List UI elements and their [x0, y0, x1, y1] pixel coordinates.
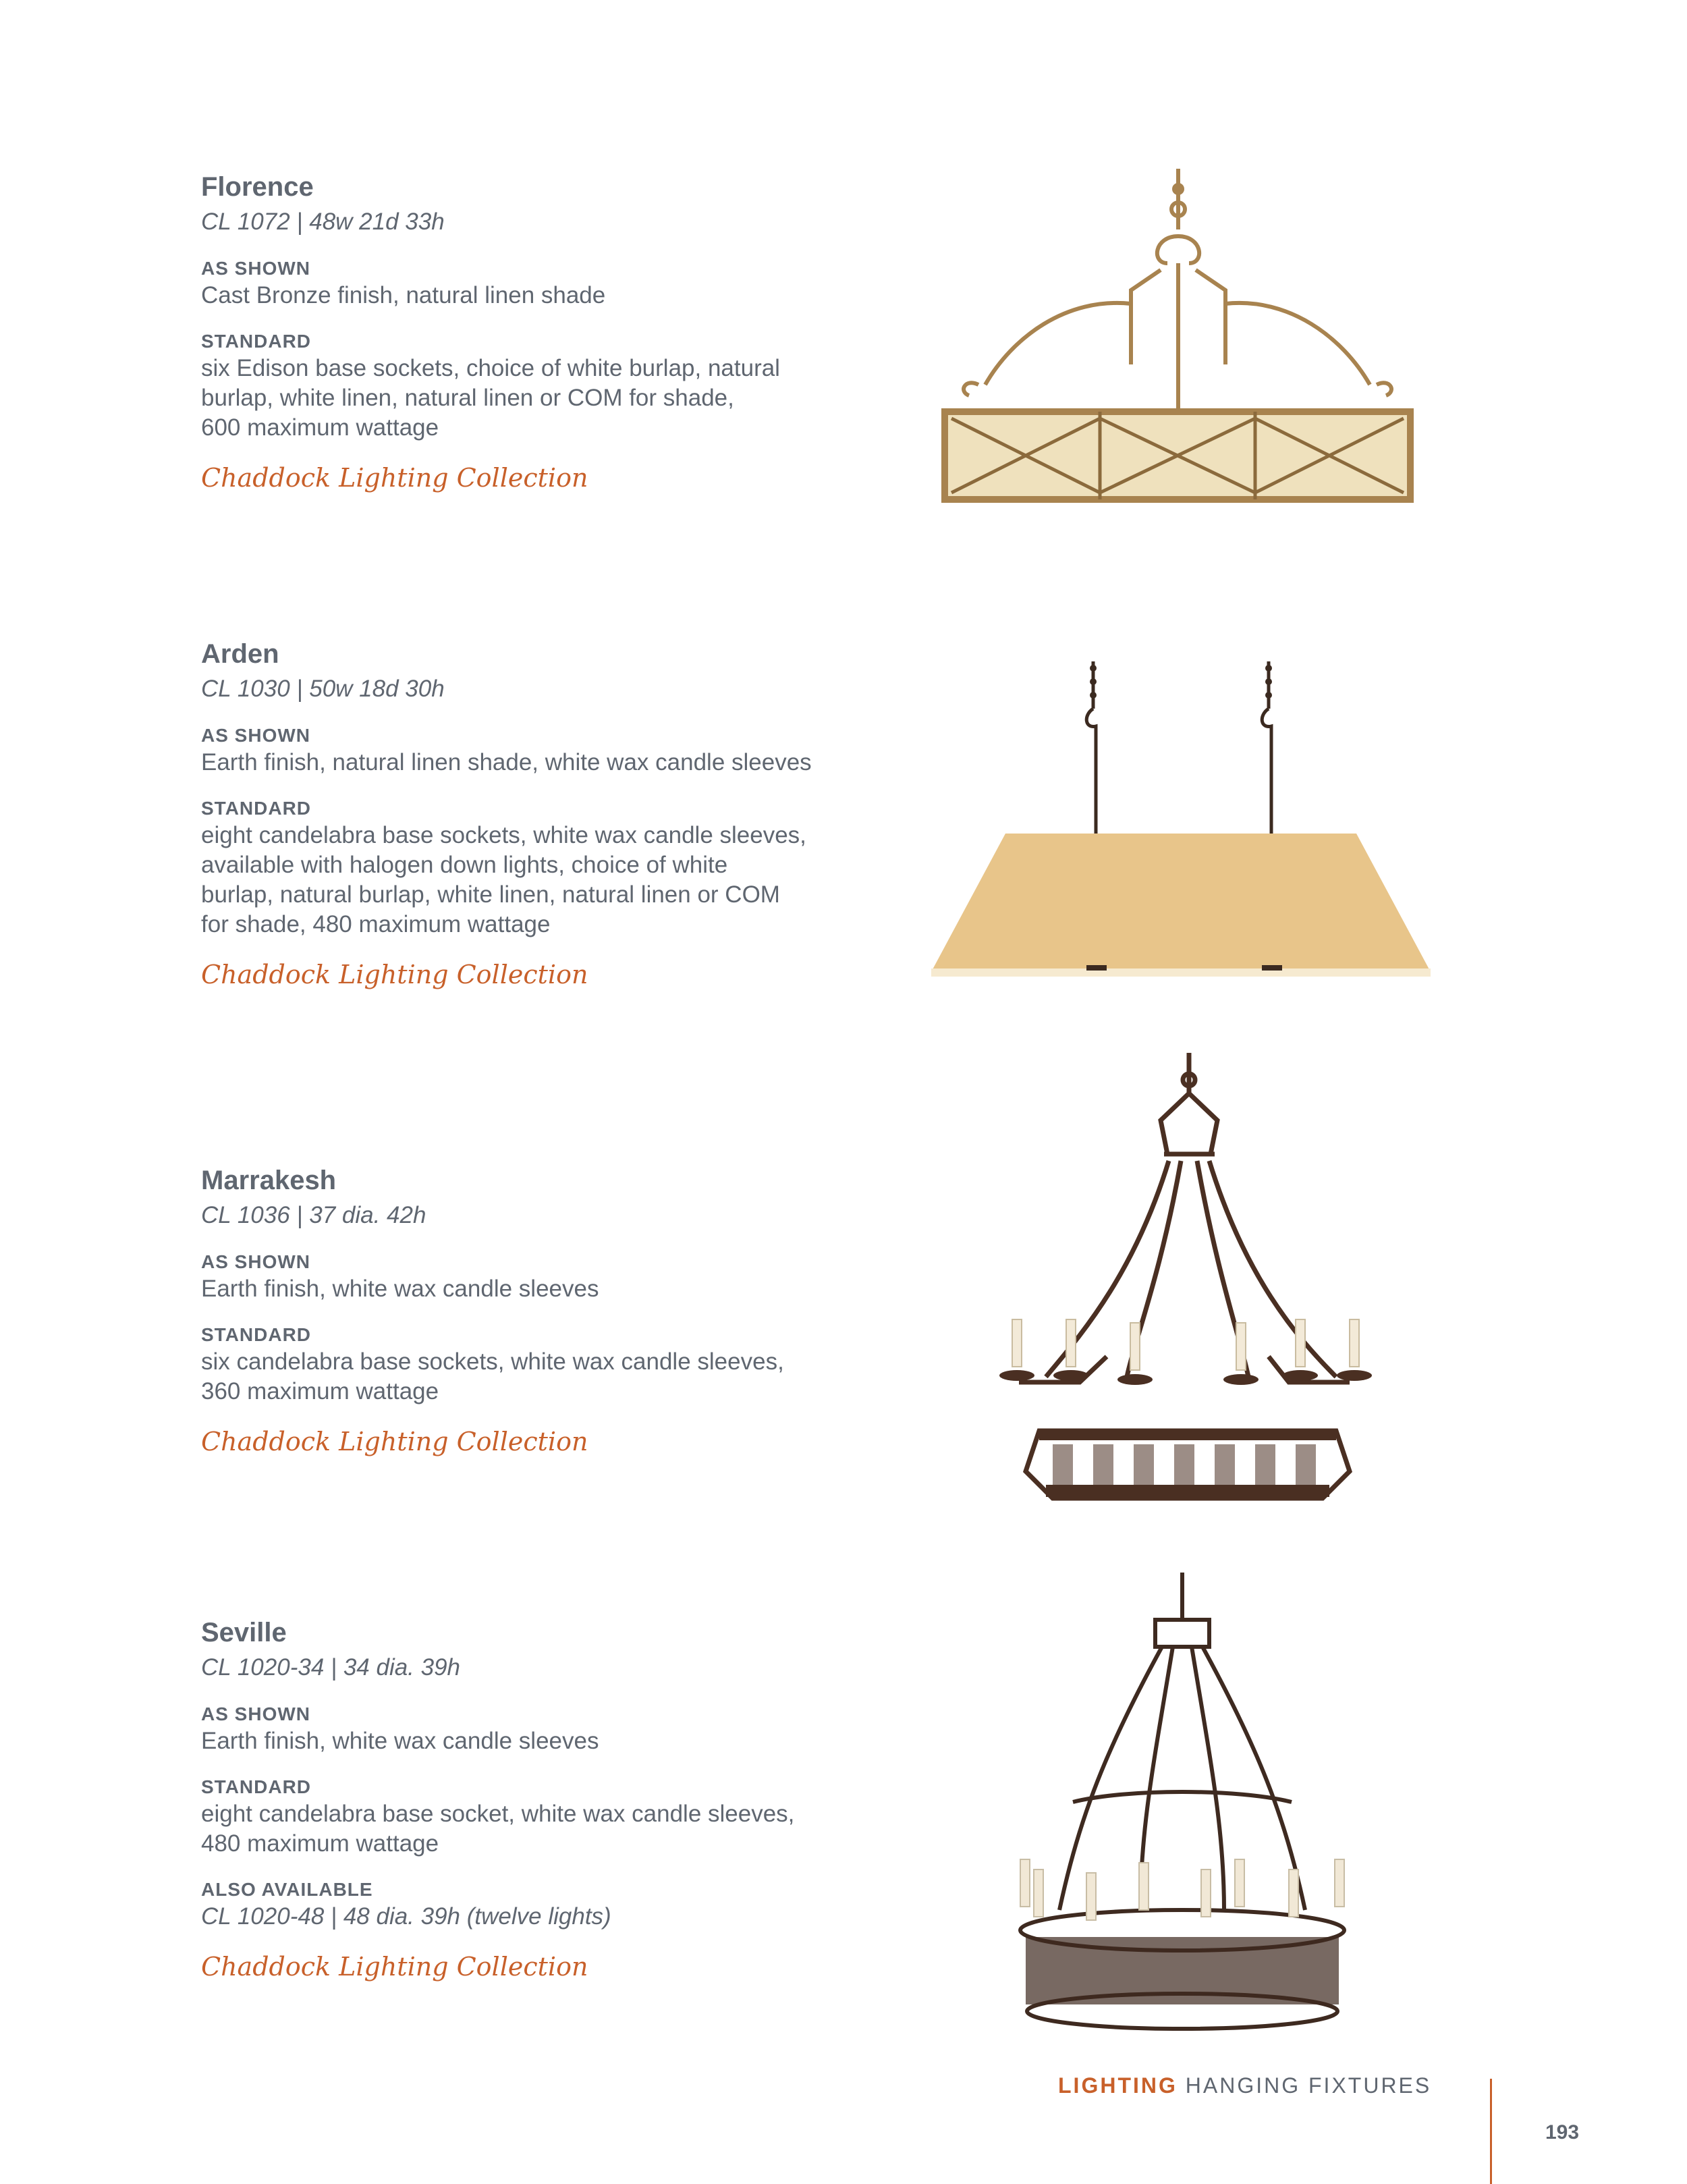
- collection-link: Chaddock Lighting Collection: [201, 463, 588, 493]
- collection-link: Chaddock Lighting Collection: [201, 960, 588, 989]
- product-name: Florence: [201, 172, 314, 202]
- as-shown-label: AS SHOWN: [201, 1703, 310, 1724]
- standard-line: 600 maximum wattage: [201, 414, 439, 441]
- standard-label: STANDARD: [201, 1324, 312, 1345]
- product-name: Seville: [201, 1618, 287, 1647]
- product-code: CL 1020-34 | 34 dia. 39h: [201, 1654, 461, 1681]
- as-shown-label: AS SHOWN: [201, 1251, 310, 1272]
- product-name: Marrakesh: [201, 1166, 337, 1195]
- standard-text: [201, 354, 916, 443]
- standard-text: [201, 1799, 916, 1859]
- standard-line: eight candelabra base socket, white wax candle sleeves,: [201, 1801, 795, 1827]
- product-seville: [201, 1616, 916, 1983]
- page-number: 193: [1545, 2121, 1580, 2144]
- standard-text: [201, 1347, 916, 1407]
- florence-fixture-image: [931, 162, 1417, 513]
- also-available-label: ALSO AVAILABLE: [201, 1879, 373, 1900]
- product-code: CL 1036 | 37 dia. 42h: [201, 1202, 426, 1228]
- standard-text: [201, 821, 916, 939]
- marrakesh-fixture-image: [999, 1053, 1377, 1505]
- collection-link: Chaddock Lighting Collection: [201, 1952, 588, 1982]
- as-shown-text: Earth finish, white wax candle sleeves: [201, 1728, 599, 1754]
- arden-fixture-image: [931, 661, 1431, 979]
- standard-line: available with halogen down lights, choice of white: [201, 852, 728, 878]
- standard-label: STANDARD: [201, 331, 312, 352]
- footer-section: LIGHTING: [1058, 2073, 1178, 2098]
- footer-divider: [1490, 2079, 1492, 2184]
- standard-line: 360 maximum wattage: [201, 1378, 439, 1404]
- standard-line: 480 maximum wattage: [201, 1830, 439, 1857]
- collection-link: Chaddock Lighting Collection: [201, 1427, 588, 1456]
- product-marrakesh: [201, 1164, 916, 1458]
- also-available-text: CL 1020-48 | 48 dia. 39h (twelve lights): [201, 1903, 611, 1930]
- as-shown-text: Earth finish, white wax candle sleeves: [201, 1276, 599, 1302]
- standard-line: six candelabra base sockets, white wax candle sleeves,: [201, 1348, 784, 1375]
- standard-line: burlap, natural burlap, white linen, natural linen or COM: [201, 881, 780, 908]
- product-florence: [201, 170, 916, 494]
- as-shown-label: AS SHOWN: [201, 725, 310, 746]
- product-name: Arden: [201, 639, 279, 669]
- as-shown-text: Cast Bronze finish, natural linen shade: [201, 282, 606, 308]
- product-code: CL 1072 | 48w 21d 33h: [201, 209, 445, 235]
- standard-label: STANDARD: [201, 1776, 312, 1797]
- standard-line: eight candelabra base sockets, white wax candle sleeves,: [201, 822, 806, 848]
- as-shown-label: AS SHOWN: [201, 258, 310, 279]
- footer-subsection: HANGING FIXTURES: [1185, 2073, 1432, 2098]
- product-arden: [201, 637, 916, 991]
- standard-line: for shade, 480 maximum wattage: [201, 911, 551, 937]
- standard-label: STANDARD: [201, 798, 312, 819]
- section-footer: [1058, 2073, 1431, 2098]
- as-shown-text: Earth finish, natural linen shade, white wax candle sleeves: [201, 749, 812, 775]
- product-code: CL 1030 | 50w 18d 30h: [201, 676, 445, 702]
- seville-fixture-image: [1005, 1573, 1363, 2038]
- standard-line: six Edison base sockets, choice of white burlap, natural: [201, 355, 780, 381]
- standard-line: burlap, white linen, natural linen or COM for shade,: [201, 385, 734, 411]
